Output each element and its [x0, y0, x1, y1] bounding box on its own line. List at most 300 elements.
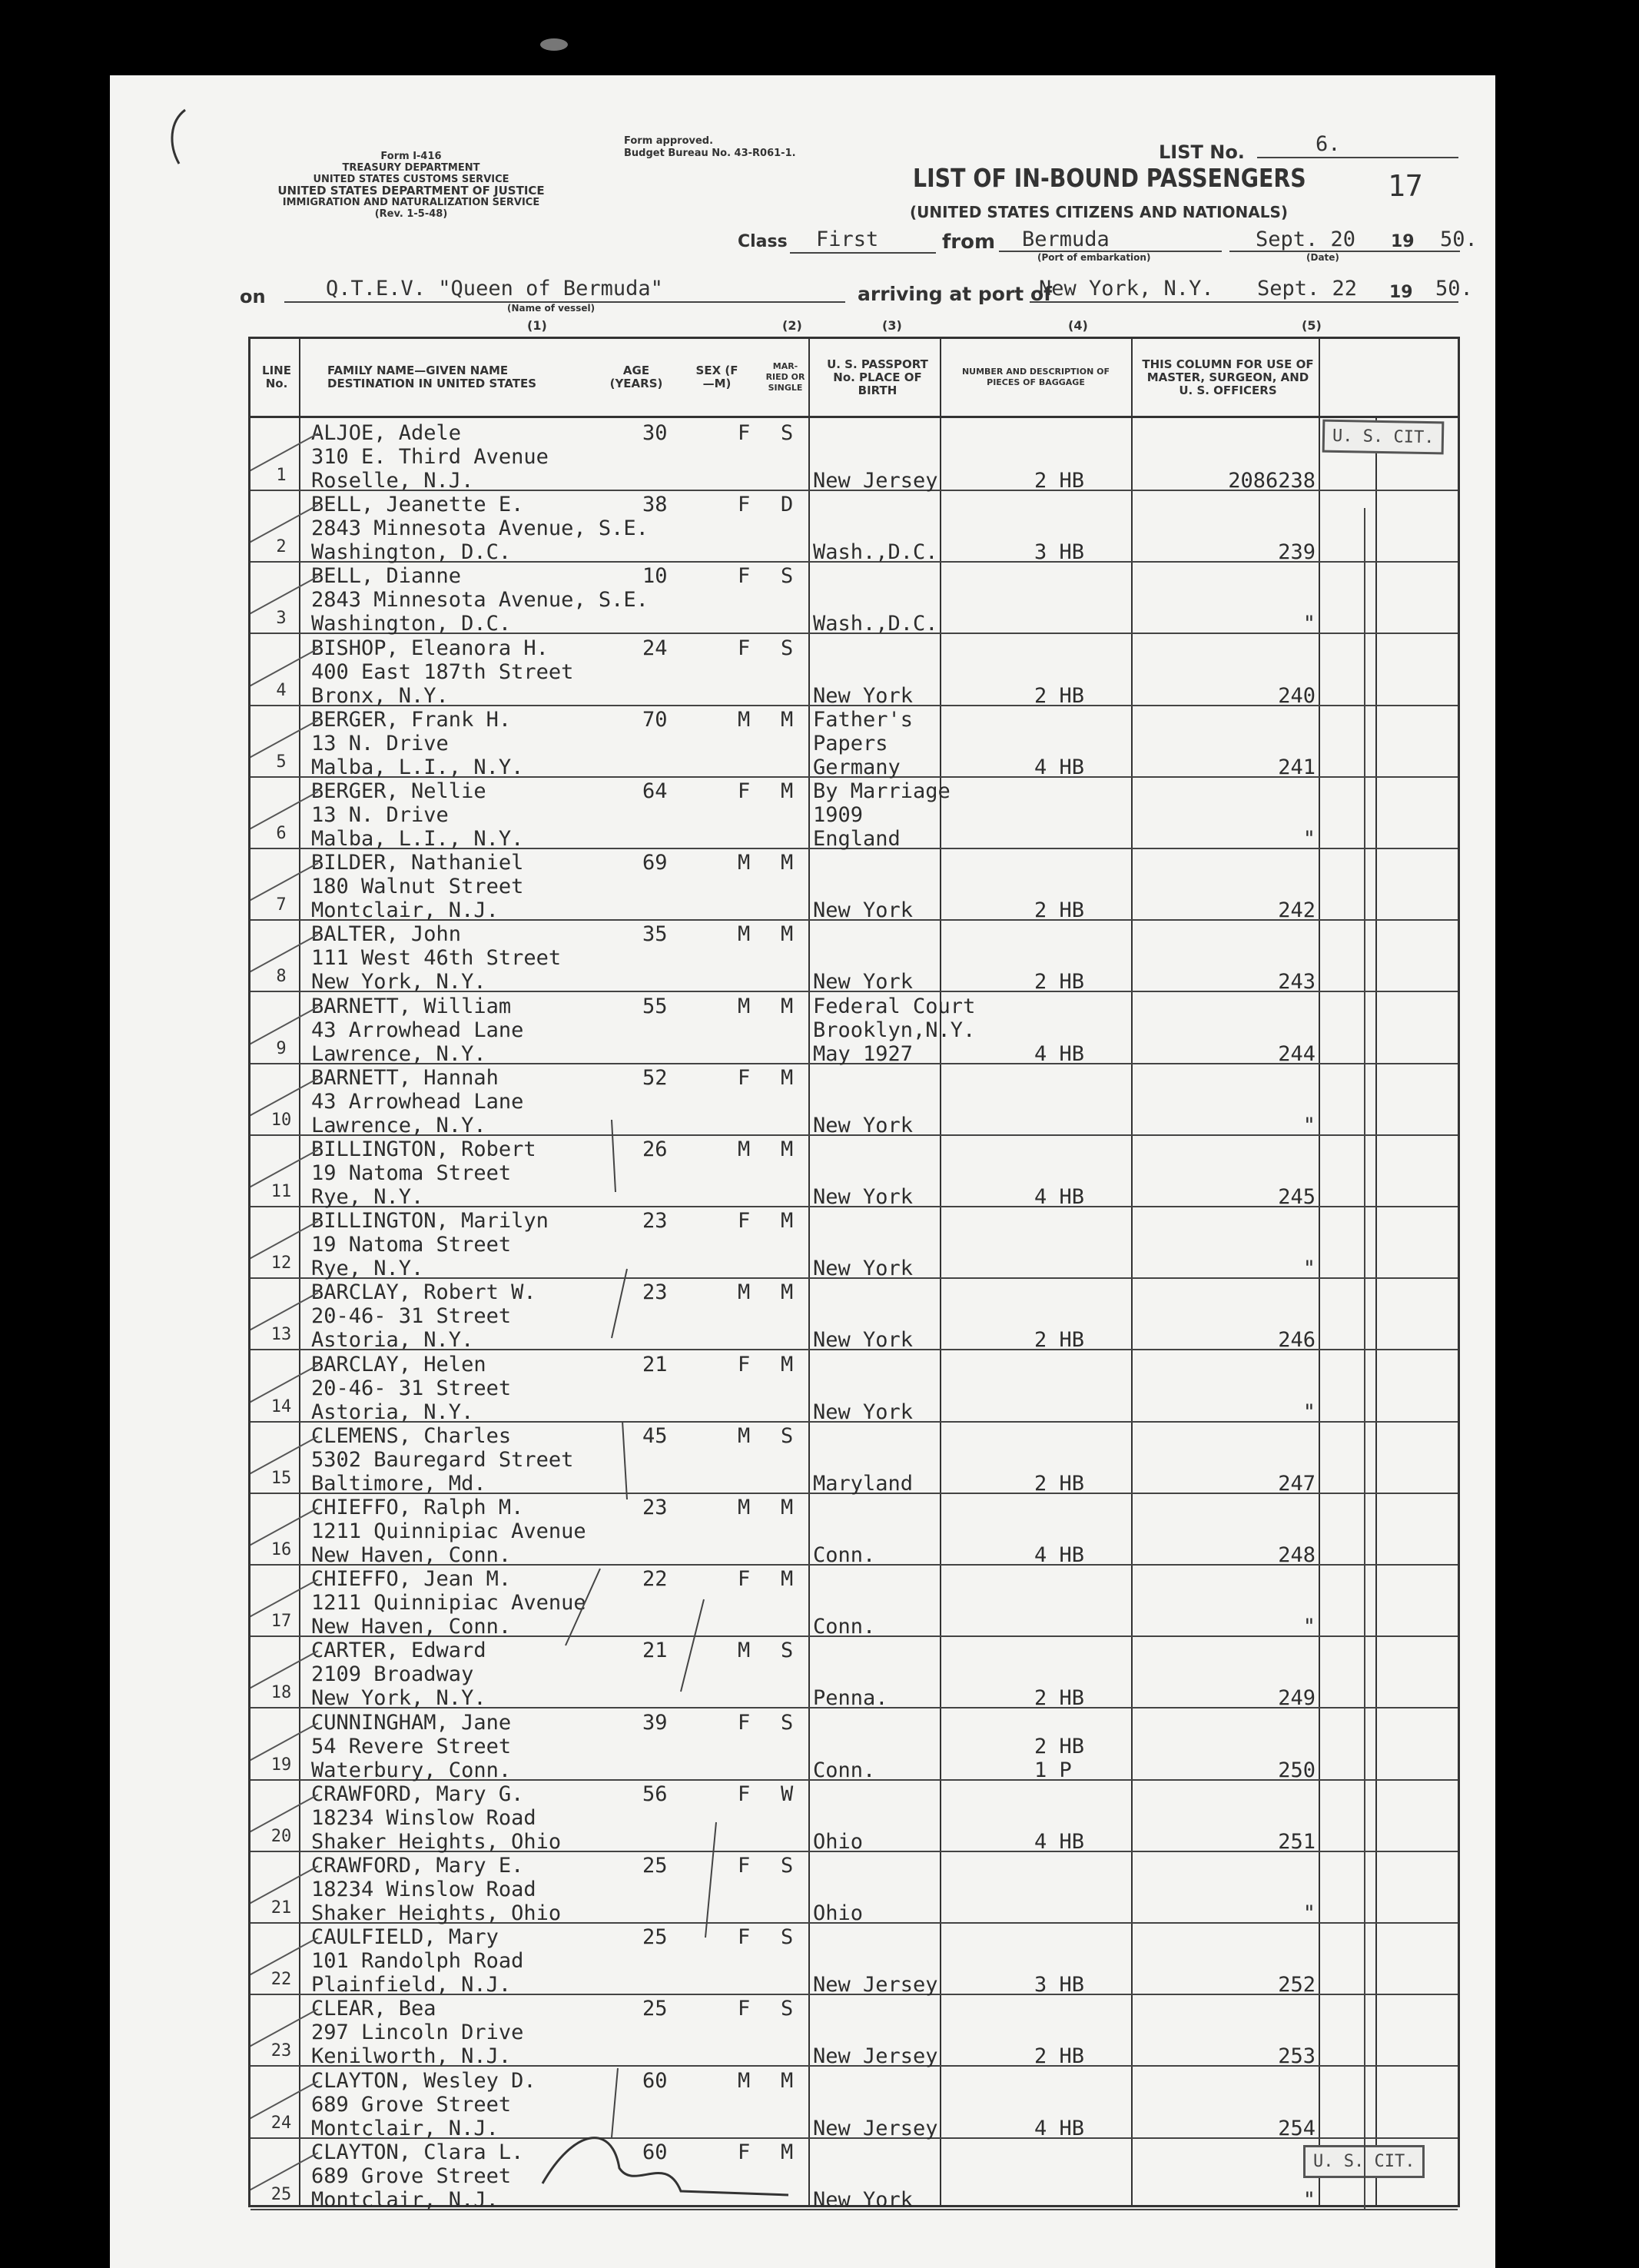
- baggage-count: 2 HB: [1034, 1328, 1085, 1353]
- baggage-count: 4 HB: [1034, 1543, 1085, 1567]
- agency-justice: UNITED STATES DEPARTMENT OF JUSTICE: [277, 184, 545, 198]
- marital-status: S: [781, 1925, 794, 1950]
- birthplace: New Jersey: [813, 2116, 938, 2140]
- birthplace: New Jersey: [813, 469, 938, 493]
- table-row: [250, 561, 1458, 634]
- marital-status: S: [781, 1423, 794, 1448]
- marital-status: M: [781, 1496, 794, 1519]
- arrival-underline: [1030, 301, 1458, 303]
- table-row: [250, 1851, 1458, 1924]
- table-row: [250, 1779, 1458, 1852]
- address-street: 13 N. Drive: [311, 731, 449, 755]
- birthplace: Wash.,D.C.: [813, 540, 938, 565]
- line-number: 16: [270, 1540, 292, 1559]
- header-passport-birthplace: U. S. PASSPORT No. PLACE OF BIRTH: [827, 357, 928, 397]
- agency-ins: IMMIGRATION AND NATURALIZATION SERVICE: [282, 197, 540, 208]
- marital-status: M: [781, 1352, 794, 1376]
- table-row: [250, 1421, 1458, 1494]
- address-street: 20-46- 31 Street: [311, 1304, 512, 1329]
- sex-value: F: [738, 493, 751, 517]
- sex-value: M: [738, 851, 751, 875]
- baggage-count: 2 HB: [1034, 2044, 1085, 2069]
- sex-value: F: [738, 1352, 751, 1376]
- margin-pen-mark: [162, 106, 193, 168]
- marital-status: M: [781, 2140, 794, 2164]
- passenger-name: BALTER, John: [311, 922, 462, 947]
- table-row: [250, 1493, 1458, 1566]
- address-city: Washington, D.C.: [311, 612, 512, 636]
- baggage-count: 2 HB: [1034, 970, 1085, 995]
- birthplace: New Jersey: [813, 2044, 938, 2069]
- address-city: Astoria, N.Y.: [311, 1400, 474, 1424]
- baggage-count: 3 HB: [1034, 1973, 1085, 1997]
- baggage-count: 3 HB: [1034, 540, 1085, 565]
- marital-status: S: [781, 1710, 794, 1735]
- address-city: Montclair, N.J.: [311, 898, 499, 923]
- address-street: 13 N. Drive: [311, 803, 449, 827]
- line-number: 19: [270, 1755, 292, 1775]
- line-number: 18: [270, 1683, 292, 1703]
- officer-entry: 242: [1278, 898, 1316, 923]
- class-label: Class: [738, 232, 788, 251]
- line-number: 21: [270, 1898, 292, 1918]
- age-value: 69: [642, 851, 668, 875]
- agency-treasury: TREASURY DEPARTMENT: [342, 162, 480, 174]
- sex-value: F: [738, 1925, 751, 1950]
- baggage-count: 4 HB: [1034, 1829, 1085, 1854]
- age-value: 23: [642, 1209, 668, 1234]
- address-city: Shaker Heights, Ohio: [311, 1829, 562, 1854]
- sex-value: M: [738, 707, 751, 732]
- officer-entry: ": [1302, 1257, 1316, 1281]
- birthplace: Germany: [813, 755, 901, 779]
- address-street: 180 Walnut Street: [311, 875, 524, 899]
- header-married-single: MAR-RIED OR SINGLE: [765, 361, 805, 393]
- table-row: [250, 2066, 1458, 2139]
- age-value: 45: [642, 1423, 668, 1448]
- line-number: 13: [270, 1325, 292, 1345]
- departure-century: 19: [1391, 232, 1415, 251]
- marital-status: M: [781, 994, 794, 1018]
- marital-status: S: [781, 636, 794, 660]
- baggage-count: 4 HB: [1034, 755, 1085, 779]
- sex-value: M: [738, 1137, 751, 1161]
- age-value: 30: [642, 421, 668, 445]
- birthplace: Ohio: [813, 1829, 864, 1854]
- table-row: [250, 1708, 1458, 1781]
- age-value: 39: [642, 1710, 668, 1735]
- passenger-name: CLAYTON, Wesley D.: [311, 2068, 536, 2093]
- arrival-port: New York, N.Y.: [1039, 277, 1214, 301]
- baggage-count: 2 HB: [1034, 683, 1085, 708]
- birthplace: New York: [813, 683, 914, 708]
- address-city: New York, N.Y.: [311, 970, 486, 995]
- passenger-name: BISHOP, Eleanora H.: [311, 636, 549, 660]
- sex-value: F: [738, 1997, 751, 2021]
- list-no-label: LIST No.: [1159, 141, 1245, 163]
- age-value: 25: [642, 1854, 668, 1878]
- agency-customs: UNITED STATES CUSTOMS SERVICE: [313, 174, 509, 185]
- vessel-sublabel: (Name of vessel): [507, 303, 596, 314]
- line-number: 5: [276, 752, 287, 772]
- birthplace: New York: [813, 1257, 914, 1281]
- birthplace: May 1927: [813, 1041, 914, 1066]
- address-street: 101 Randolph Road: [311, 1949, 524, 1974]
- sex-value: F: [738, 1710, 751, 1735]
- passenger-name: BARCLAY, Robert W.: [311, 1280, 536, 1305]
- marital-status: M: [781, 1065, 794, 1090]
- approval-block: [624, 135, 796, 160]
- baggage-count: 4 HB: [1034, 2116, 1085, 2140]
- line-number: 15: [270, 1468, 292, 1488]
- address-city: New Haven, Conn.: [311, 1615, 512, 1639]
- marital-status: M: [781, 2068, 794, 2093]
- sex-value: F: [738, 1782, 751, 1806]
- table-row: [250, 1350, 1458, 1423]
- arrival-year: 50.: [1435, 277, 1473, 301]
- passport-line-1: Father's: [813, 707, 914, 732]
- address-city: Lawrence, N.Y.: [311, 1041, 486, 1066]
- marital-status: M: [781, 779, 794, 803]
- passenger-name: CLEMENS, Charles: [311, 1423, 512, 1448]
- age-value: 55: [642, 994, 668, 1018]
- officer-entry: ": [1302, 1901, 1316, 1925]
- table-row: [250, 1922, 1458, 1995]
- passenger-name: BILLINGTON, Robert: [311, 1137, 536, 1161]
- address-street: 5302 Bauregard Street: [311, 1447, 574, 1472]
- table-row: [250, 1063, 1458, 1136]
- class-underline: [790, 252, 936, 254]
- table-row: [250, 633, 1458, 706]
- age-value: 52: [642, 1065, 668, 1090]
- arrival-date: Sept. 22: [1257, 277, 1358, 301]
- officer-entry: ": [1302, 1400, 1316, 1424]
- address-city: Bronx, N.Y.: [311, 683, 449, 708]
- passenger-name: CARTER, Edward: [311, 1639, 486, 1663]
- sex-value: F: [738, 1567, 751, 1592]
- age-value: 22: [642, 1567, 668, 1592]
- marital-status: D: [781, 493, 794, 517]
- passenger-name: BARNETT, William: [311, 994, 512, 1018]
- birthplace: New York: [813, 1113, 914, 1137]
- birthplace: Ohio: [813, 1901, 864, 1925]
- line-number: 24: [270, 2113, 292, 2133]
- sex-value: M: [738, 1423, 751, 1448]
- birthplace: New York: [813, 1400, 914, 1424]
- address-city: Malba, L.I., N.Y.: [311, 827, 524, 851]
- address-street: 18234 Winslow Road: [311, 1878, 536, 1901]
- departure-year: 50.: [1440, 227, 1478, 251]
- officer-entry: 249: [1278, 1686, 1316, 1711]
- table-row: [250, 1206, 1458, 1279]
- address-city: Shaker Heights, Ohio: [311, 1901, 562, 1925]
- address-street: 297 Lincoln Drive: [311, 2021, 524, 2045]
- sex-value: M: [738, 2068, 751, 2093]
- table-row: [250, 490, 1458, 563]
- line-number: 9: [276, 1038, 287, 1058]
- table-row: [250, 848, 1458, 921]
- page-number: 17: [1388, 169, 1423, 203]
- arriving-label: arriving at port of: [858, 283, 1052, 305]
- sex-value: M: [738, 994, 751, 1018]
- marital-status: M: [781, 1209, 794, 1234]
- address-street: 2109 Broadway: [311, 1662, 474, 1687]
- us-citizen-stamp: U. S. CIT.: [1322, 420, 1445, 455]
- officer-entry: ": [1302, 827, 1316, 851]
- baggage-count: 2 HB: [1034, 1471, 1085, 1496]
- birthplace: New York: [813, 2187, 914, 2212]
- header-baggage: NUMBER AND DESCRIPTION OF PIECES OF BAGGAGE: [961, 367, 1110, 387]
- address-city: Montclair, N.J.: [311, 2116, 499, 2140]
- age-value: 60: [642, 2068, 668, 2093]
- address-city: Roselle, N.J.: [311, 469, 474, 493]
- header-age: AGE (YEARS): [609, 364, 663, 390]
- passenger-name: BILDER, Nathaniel: [311, 851, 524, 875]
- passenger-name: BARCLAY, Helen: [311, 1352, 486, 1376]
- passenger-name: CHIEFFO, Ralph M.: [311, 1496, 524, 1519]
- address-city: Montclair, N.J.: [311, 2187, 499, 2212]
- officer-entry: 246: [1278, 1328, 1316, 1353]
- address-city: Plainfield, N.J.: [311, 1973, 512, 1997]
- table-row: [250, 2137, 1458, 2210]
- officer-entry: ": [1302, 612, 1316, 636]
- sex-value: M: [738, 1639, 751, 1663]
- address-city: Kenilworth, N.J.: [311, 2044, 512, 2069]
- passenger-name: CAULFIELD, Mary: [311, 1925, 499, 1950]
- age-value: 25: [642, 1925, 668, 1950]
- officer-entry: 240: [1278, 683, 1316, 708]
- departure-date: Sept. 20: [1256, 227, 1356, 251]
- officer-entry: 248: [1278, 1543, 1316, 1567]
- birthplace: Wash.,D.C.: [813, 612, 938, 636]
- column-number: (1): [527, 318, 547, 333]
- marital-status: M: [781, 922, 794, 947]
- officer-entry: 247: [1278, 1471, 1316, 1496]
- table-row: [250, 705, 1458, 778]
- birthplace: Maryland: [813, 1471, 914, 1496]
- line-number: 4: [276, 680, 287, 700]
- table-row: [250, 1134, 1458, 1207]
- baggage-count: 1 P: [1034, 1758, 1072, 1782]
- birthplace: Conn.: [813, 1758, 876, 1782]
- table-row: [250, 919, 1458, 995]
- address-city: New York, N.Y.: [311, 1686, 486, 1711]
- officer-entry: 254: [1278, 2116, 1316, 2140]
- header-officers-use: THIS COLUMN FOR USE OF MASTER, SURGEON, AND U. S. OFFICERS: [1142, 357, 1314, 397]
- officer-entry: ": [1302, 1113, 1316, 1137]
- officer-entry: 252: [1278, 1973, 1316, 1997]
- baggage-count: 2 HB: [1034, 898, 1085, 923]
- document-subtitle: (UNITED STATES CITIZENS AND NATIONALS): [910, 203, 1289, 221]
- officer-entry: 243: [1278, 970, 1316, 995]
- sex-value: F: [738, 1209, 751, 1234]
- marital-status: W: [781, 1782, 794, 1806]
- passenger-name: CLAYTON, Clara L.: [311, 2140, 524, 2164]
- birthplace: England: [813, 827, 901, 851]
- age-value: 23: [642, 1496, 668, 1519]
- line-number: 23: [270, 2041, 292, 2061]
- line-number: 14: [270, 1396, 292, 1416]
- marital-status: M: [781, 707, 794, 732]
- age-value: 70: [642, 707, 668, 732]
- passenger-name: BILLINGTON, Marilyn: [311, 1209, 549, 1234]
- column-number: (4): [1068, 318, 1088, 333]
- baggage-count: 2 HB: [1034, 469, 1085, 493]
- approval-line: Form approved.: [624, 135, 714, 147]
- address-street: 54 Revere Street: [311, 1734, 512, 1758]
- age-value: 21: [642, 1352, 668, 1376]
- officer-entry: 253: [1278, 2044, 1316, 2069]
- marital-status: S: [781, 1639, 794, 1663]
- passenger-name: CRAWFORD, Mary E.: [311, 1854, 524, 1878]
- address-street: 19 Natoma Street: [311, 1233, 512, 1257]
- marital-status: S: [781, 421, 794, 445]
- sex-value: F: [738, 2140, 751, 2164]
- table-row: [250, 991, 1458, 1064]
- passport-line-1: By Marriage: [813, 779, 951, 803]
- line-number: 25: [270, 2184, 292, 2204]
- ink-smudge: [540, 38, 568, 51]
- address-street: 689 Grove Street: [311, 2092, 512, 2117]
- line-number: 6: [276, 824, 287, 843]
- address-street: 20-46- 31 Street: [311, 1376, 512, 1400]
- marital-status: S: [781, 1997, 794, 2021]
- passenger-name: BELL, Dianne: [311, 564, 462, 589]
- address-street: 2843 Minnesota Avenue, S.E.: [311, 588, 649, 613]
- passport-line-1: Federal Court: [813, 994, 976, 1018]
- port-of-embarkation: Bermuda: [1022, 227, 1110, 251]
- from-label: from: [942, 231, 996, 254]
- address-street: 689 Grove Street: [311, 2163, 512, 2188]
- birthplace: New Jersey: [813, 1973, 938, 1997]
- officer-entry: 2086238: [1228, 469, 1316, 493]
- officer-entry: 251: [1278, 1829, 1316, 1854]
- line-number: 10: [270, 1110, 292, 1130]
- column-number: (2): [782, 318, 802, 333]
- officer-entry: 241: [1278, 755, 1316, 779]
- line-number: 7: [276, 895, 287, 915]
- age-value: 10: [642, 564, 668, 589]
- age-value: 60: [642, 2140, 668, 2164]
- address-city: Rye, N.Y.: [311, 1185, 424, 1209]
- column-number: (3): [882, 318, 902, 333]
- line-number: 20: [270, 1826, 292, 1846]
- passenger-name: BELL, Jeanette E.: [311, 493, 524, 517]
- sex-value: M: [738, 1496, 751, 1519]
- officer-entry: 239: [1278, 540, 1316, 565]
- birthplace: Conn.: [813, 1615, 876, 1639]
- passenger-name: BARNETT, Hannah: [311, 1065, 499, 1090]
- line-number: 1: [276, 466, 287, 485]
- list-no-underline: [1257, 157, 1458, 158]
- document-title: LIST OF IN-BOUND PASSENGERS: [913, 163, 1306, 193]
- line-number: 11: [270, 1182, 292, 1201]
- table-row: [250, 1277, 1458, 1353]
- officer-entry: ": [1302, 2187, 1316, 2212]
- marital-status: S: [781, 564, 794, 589]
- marital-status: S: [781, 1854, 794, 1878]
- birthplace: Conn.: [813, 1543, 876, 1567]
- address-city: Astoria, N.Y.: [311, 1328, 474, 1353]
- form-revision: (Rev. 1-5-48): [374, 208, 448, 220]
- age-value: 24: [642, 636, 668, 660]
- address-city: Malba, L.I., N.Y.: [311, 755, 524, 779]
- birthplace: Penna.: [813, 1686, 888, 1711]
- address-city: Baltimore, Md.: [311, 1471, 486, 1496]
- baggage-count: 2 HB: [1034, 1686, 1085, 1711]
- marital-status: M: [781, 1567, 794, 1592]
- embarkation-sublabel: (Port of embarkation): [1037, 252, 1151, 263]
- sex-value: F: [738, 421, 751, 445]
- header-sex: SEX (F—M): [695, 364, 738, 390]
- list-no-value: 6.: [1316, 132, 1341, 156]
- passenger-name: CHIEFFO, Jean M.: [311, 1567, 512, 1592]
- age-value: 25: [642, 1997, 668, 2021]
- budget-bureau: Budget Bureau No. 43-R061-1.: [624, 148, 796, 159]
- sex-value: F: [738, 1065, 751, 1090]
- age-value: 21: [642, 1639, 668, 1663]
- passport-line-2: Brooklyn,N.Y.: [813, 1018, 976, 1042]
- passenger-name: BERGER, Frank H.: [311, 707, 512, 732]
- form-number: Form I-416: [380, 151, 442, 162]
- age-value: 38: [642, 493, 668, 517]
- table-row: [250, 1635, 1458, 1711]
- date-sublabel: (Date): [1306, 252, 1339, 263]
- address-city: Waterbury, Conn.: [311, 1758, 512, 1782]
- sex-value: F: [738, 1854, 751, 1878]
- birthplace: New York: [813, 970, 914, 995]
- marital-status: M: [781, 1137, 794, 1161]
- address-street: 111 West 46th Street: [311, 946, 562, 971]
- line-number: 12: [270, 1254, 292, 1273]
- address-city: New Haven, Conn.: [311, 1543, 512, 1567]
- address-street: 18234 Winslow Road: [311, 1805, 536, 1830]
- address-street: 43 Arrowhead Lane: [311, 1018, 524, 1042]
- birthplace: New York: [813, 898, 914, 923]
- passenger-name: BERGER, Nellie: [311, 779, 486, 803]
- passenger-name: ALJOE, Adele: [311, 421, 462, 445]
- sex-value: F: [738, 564, 751, 589]
- form-info-block: [246, 151, 576, 220]
- date-underline: [1229, 251, 1460, 252]
- line-number: 22: [270, 1970, 292, 1990]
- address-street: 43 Arrowhead Lane: [311, 1089, 524, 1114]
- table-row: [250, 776, 1458, 849]
- arrival-century: 19: [1389, 283, 1413, 302]
- baggage-count: 4 HB: [1034, 1185, 1085, 1209]
- officer-entry: 245: [1278, 1185, 1316, 1209]
- passport-line-2: 1909: [813, 803, 864, 827]
- baggage-line-1: 2 HB: [1034, 1734, 1085, 1758]
- age-value: 23: [642, 1280, 668, 1305]
- line-number: 17: [270, 1612, 292, 1632]
- us-citizen-stamp: U. S. CIT.: [1303, 2145, 1425, 2178]
- address-street: 1211 Quinnipiac Avenue: [311, 1519, 586, 1543]
- address-city: Lawrence, N.Y.: [311, 1113, 486, 1137]
- birthplace: New York: [813, 1328, 914, 1353]
- vessel-name: Q.T.E.V. "Queen of Bermuda": [326, 277, 663, 301]
- address-street: 19 Natoma Street: [311, 1161, 512, 1185]
- table-row: [250, 1564, 1458, 1637]
- line-number: 8: [276, 967, 287, 987]
- officer-entry: 250: [1278, 1758, 1316, 1782]
- address-street: 400 East 187th Street: [311, 659, 574, 684]
- age-value: 26: [642, 1137, 668, 1161]
- address-street: 2843 Minnesota Avenue, S.E.: [311, 516, 649, 541]
- age-value: 56: [642, 1782, 668, 1806]
- column-number: (5): [1302, 318, 1322, 333]
- line-number: 2: [276, 537, 287, 557]
